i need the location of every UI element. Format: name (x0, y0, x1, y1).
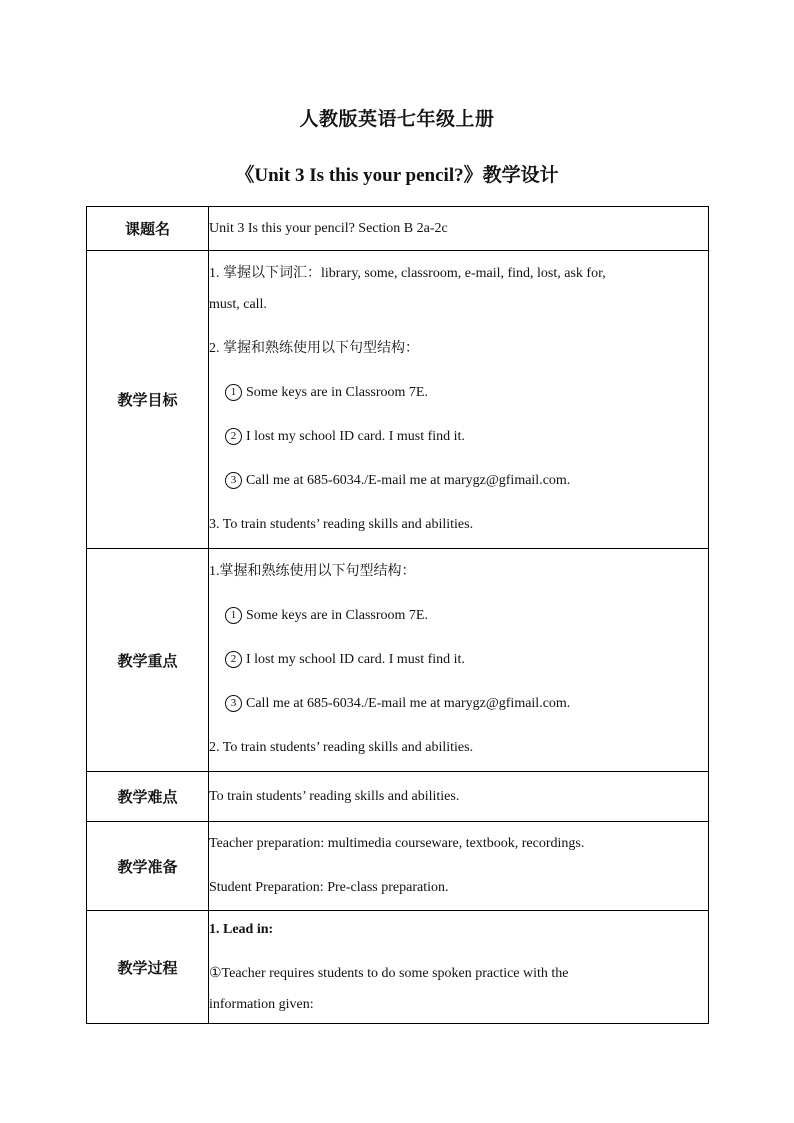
table-row-key-points (87, 549, 709, 772)
content-process (209, 911, 709, 1024)
table-row-preparation (87, 822, 709, 911)
key-point-2: 2. To train students’ reading skills and abilities. (209, 740, 474, 755)
key-sentence-2: 2 I lost my school ID card. I must find it. (209, 649, 708, 671)
label-objectives: 教学目标 (87, 251, 209, 549)
content-difficulties (209, 772, 709, 822)
table-row-process (87, 911, 709, 1024)
key-sentence-3: 3 Call me at 685-6034./E-mail me at marygz@gfimail.com. (209, 693, 708, 715)
content-key-points (209, 549, 709, 772)
process-line-2: information given: (209, 996, 314, 1012)
content-objectives (209, 251, 709, 549)
process-heading: 1. Lead in: (209, 921, 274, 937)
circled-number-icon: 3 (225, 695, 242, 712)
objective-sentence-1: 1 Some keys are in Classroom 7E. (209, 382, 708, 404)
circled-number-icon: 3 (225, 472, 242, 489)
difficulties-text: To train students’ reading skills and abilities. (209, 788, 460, 804)
label-preparation: 教学准备 (87, 822, 209, 911)
table-row-topic (87, 207, 709, 251)
document-title: 人教版英语七年级上册 (299, 108, 495, 130)
objective-sentence-2: 2 I lost my school ID card. I must find it. (209, 426, 708, 448)
table-row-difficulties (87, 772, 709, 822)
process-line-1: ①Teacher requires students to do some spoken practice with the (209, 965, 569, 981)
teacher-preparation: Teacher preparation: multimedia courseware, textbook, recordings. (209, 836, 585, 851)
topic-text: Unit 3 Is this your pencil? Section B 2a-2c (209, 220, 448, 236)
lesson-plan-table (86, 206, 709, 1024)
objective-1a: 1. 掌握以下词汇：library, some, classroom, e-mail, find, lost, ask for, (209, 266, 606, 281)
label-key-points: 教学重点 (87, 549, 209, 772)
circled-number-icon: 2 (225, 428, 242, 445)
content-topic (209, 207, 709, 251)
document-subtitle: 《Unit 3 Is this your pencil?》教学设计 (235, 165, 559, 186)
content-preparation (209, 822, 709, 911)
objective-1b: must, call. (209, 297, 267, 312)
label-topic: 课题名 (87, 207, 209, 251)
label-process: 教学过程 (87, 911, 209, 1024)
key-sentence-1: 1 Some keys are in Classroom 7E. (209, 605, 708, 627)
objective-sentence-3: 3 Call me at 685-6034./E-mail me at marygz@gfimail.com. (209, 470, 708, 492)
circled-number-icon: 1 (225, 384, 242, 401)
student-preparation: Student Preparation: Pre-class preparation. (209, 880, 449, 895)
label-difficulties: 教学难点 (87, 772, 209, 822)
circled-number-icon: 1 (225, 607, 242, 624)
objective-3: 3. To train students’ reading skills and abilities. (209, 517, 474, 532)
key-point-1: 1.掌握和熟练使用以下句型结构： (209, 564, 416, 579)
table-row-objectives (87, 251, 709, 549)
circled-number-icon: 2 (225, 651, 242, 668)
objective-2: 2. 掌握和熟练使用以下句型结构： (209, 341, 419, 356)
